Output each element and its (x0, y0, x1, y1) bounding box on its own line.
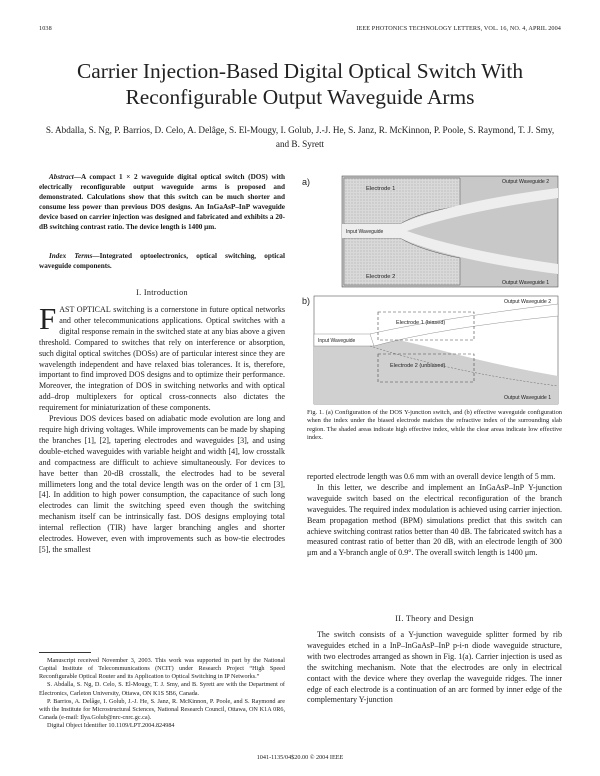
abstract-label: Abstract— (49, 173, 81, 181)
panel-b-label: b) (302, 296, 311, 306)
panel-a-electrode-1: Electrode 1 (366, 186, 396, 192)
abstract-text: A compact 1 × 2 waveguide digital optical switch (DOS) with electrically reconfigurable output waveguide arms is proposed and demonstrated. Calculations show that this switch can be much shorter and consume less power than previous DOS designs. An InGaAsP–InP waveguide device based on carrier injection was designed and fabricated and exhibits a 20-dB switching contrast ratio. The device length is 1400 μm. (39, 173, 285, 232)
panel-b-input: Input Waveguide (318, 338, 356, 344)
letter-description-paragraph: In this letter, we describe and implement an InGaAsP–InP Y-junction waveguide switch based on the electrical reconfiguration of the branch waveguides. The required index modulation is achieved using carrier injection. Beam propagation method (BPM) simulations predict that this switch can achieve switching contrast ratios better than 40 dB. The fabricated switch has a measured contrast ratio of better than 20 dB, with an electrode length of 300 μm and a Y-branch angle of 0.9°. The overall switch length is 1400 μm. (307, 482, 562, 558)
footnotes (39, 657, 285, 730)
panel-b-output-2: Output Waveguide 2 (504, 299, 552, 305)
page-number: 1038 (39, 25, 52, 32)
panel-a-output-1: Output Waveguide 1 (502, 280, 550, 286)
footnote-doi: Digital Object Identifier 10.1109/LPT.2004.824984 (47, 722, 175, 730)
panel-a-label: a) (302, 177, 311, 187)
right-column-body-1 (307, 472, 562, 559)
figure-panel-a (300, 172, 562, 289)
journal-header: IEEE PHOTONICS TECHNOLOGY LETTERS, VOL. 16, NO. 4, APRIL 2004 (356, 25, 561, 32)
footnote-affiliation-nrc: P. Barrios, A. Delâge, I. Golub, J.-J. He, S. Janz, R. McKinnon, P. Poole, and S. Raymond are with the Institute for Microstructural Sciences, National Research Council, Ottawa, ON K1A 0R6, Canada (e-mail: Ilya.Golub@nrc-cnrc.gc.ca). (39, 697, 285, 722)
index-terms (39, 251, 285, 271)
panel-b-output-1: Output Waveguide 1 (504, 395, 552, 401)
intro-lead-words: AST OPTICAL (59, 305, 111, 314)
panel-a-electrode-2: Electrode 2 (366, 274, 396, 280)
intro-paragraph-1-text: switching is a cornerstone in future optical networks and other telecommunications applications. Optical switches with a digital response remain in the switched state at any bias above a given threshold. Compared to switches that rely on interference or absorption, such digital optical switches (DOSs) are of particular interest since they are wavelength independent and have relaxed bias tolerances. It is, therefore, important to find improved DOS designs and to optimize their performance. Moreover, the integration of DOS in switching networks and with optical add–drop multiplexers for optical cross-connects also dictates the requirement for miniaturization of these components. (39, 305, 286, 413)
panel-a-input: Input Waveguide (346, 229, 384, 235)
index-terms-text: Integrated optoelectronics, optical switching, optical waveguide components. (39, 252, 285, 271)
section-heading-introduction: I. Introduction (136, 288, 188, 297)
theory-paragraph: The switch consists of a Y-junction waveguide splitter formed by rib waveguides etched in a InP–InGaAsP–InP p-i-n diode waveguide structure, with two electrodes arranged as shown in Fig. 1(a). Carrier injection is used as the switching mechanism. Note that the electrodes are only in electrical contact with the device where they overlap the waveguide ridges. The inner edge of each electrode is a continuation of an arc formed by inner edge of the complementary Y-junction (307, 630, 562, 705)
copyright-footer: 1041-1135/04$20.00 © 2004 IEEE (256, 754, 344, 761)
intro-paragraph-2: Previous DOS devices based on adiabatic mode evolution are long and require high driving voltages. While improvements can be made by shaping the branches [1], [2], tapering electrodes and waveguides [3], and using double-etched waveguides with variable height and width [4], low crosstalk and compactness are difficult to achieve simultaneously. For devices to have better than 20-dB crosstalk, the electrodes had to be several millimeters long and the total device length was on the order of 1 cm [3], [4]. In addition to high power consumption, the capacitance of such long electrodes can limit the switching speed even though the switching mechanism itself can be intrinsically fast. DOS designs employing total internal reflection (TIR) have larger branching angles and shorter electrodes. However, even with improvements such as bow-tie electrodes [5], the smallest (39, 414, 285, 554)
intro-paragraph-1 (39, 301, 286, 414)
paper-title: Carrier Injection-Based Digital Optical Switch With Reconfigurable Output Waveguide Arms (76, 59, 524, 109)
section-heading-theory: II. Theory and Design (395, 614, 474, 623)
panel-b-electrode-1: Electrode 1 (biased) (396, 320, 446, 326)
author-list: S. Abdalla, S. Ng, P. Barrios, D. Celo, A. Delâge, S. El-Mougy, I. Golub, J.-J. He, S. Janz, R. McKinnon, P. Poole, S. Raymond, T. J. Smy, and B. Syrett (45, 125, 555, 149)
footnote-rule (39, 652, 91, 653)
figure-caption: Fig. 1. (a) Configuration of the DOS Y-junction switch, and (b) effective waveguide configuration when the index under the biased electrode matches the refractive index of the surrounding slab region. The shaded areas indicate high effective index, while the clear areas indicate low effective index. (307, 409, 562, 441)
abstract (39, 172, 285, 233)
right-column-body-2 (307, 630, 562, 706)
introduction-body (39, 301, 286, 556)
index-terms-label: Index Terms— (49, 252, 100, 260)
footnote-affiliation-carleton: S. Abdalla, S. Ng, D. Celo, S. El-Mougy, T. J. Smy, and B. Syrett are with the Department of Electronics, Carleton University, Ottawa, ON K1S 5B6, Canada. (39, 681, 285, 697)
figure-panel-b (300, 294, 562, 406)
panel-b-electrode-2: Electrode 2 (unbiased) (390, 363, 446, 369)
continued-paragraph: reported electrode length was 0.6 mm with an overall device length of 5 mm. (307, 472, 556, 481)
footnote-manuscript: Manuscript received November 3, 2003. This work was supported in part by the National Capital Institute of Telecommunications (NCIT) under Research Project “High Speed Reconfigurable Optical Router and its Application to Optical Switching in IP Networks.” (39, 657, 285, 681)
panel-a-output-2: Output Waveguide 2 (502, 179, 550, 185)
drop-cap: F (39, 301, 57, 336)
